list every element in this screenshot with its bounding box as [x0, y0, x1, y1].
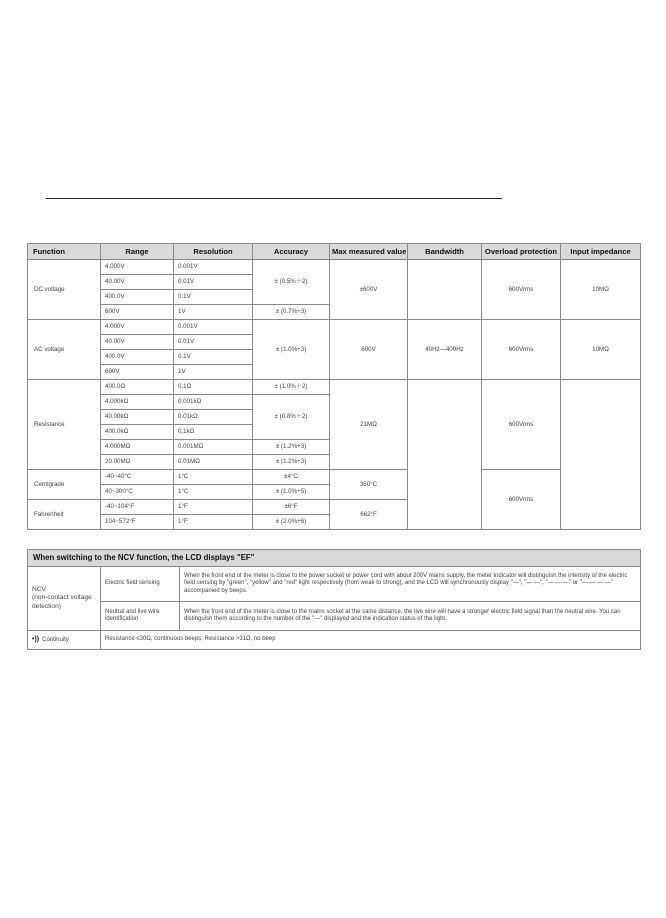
cent-range: -40~40°C — [101, 470, 174, 485]
res-resolution: 0.1Ω — [174, 380, 253, 395]
cent-accuracy: ±4°C — [253, 470, 330, 485]
ac-resolution: 1V — [174, 365, 253, 380]
table-row — [28, 380, 641, 395]
header-bandwidth: Bandwidth — [408, 244, 482, 260]
res-range: 4.000MΩ — [101, 440, 174, 455]
dc-resolution: 0.01V — [174, 275, 253, 290]
impedance-empty — [561, 380, 641, 530]
ncv-header-row — [28, 550, 641, 567]
header-function: Function — [28, 244, 101, 260]
ac-range: 4.000V — [101, 320, 174, 335]
dc-bandwidth — [408, 260, 482, 320]
spec-table — [27, 243, 641, 530]
ncv-row2-text: When the front end of the meter is close to the mains socket at the same distance, the live wire will have a stronger electric field signal than the neutral wire. You can distinguish them according to the number of the "—" displayed and the indication status of the light. — [180, 602, 641, 631]
fahr-function: Fahrenheit — [28, 500, 101, 530]
res-resolution: 0.01kΩ — [174, 410, 253, 425]
header-max-value: Max measured value — [330, 244, 408, 260]
res-resolution: 0.001kΩ — [174, 395, 253, 410]
res-accuracy: ± (1.0%＋2) — [253, 380, 330, 395]
header-impedance: Input impedance — [561, 244, 641, 260]
table-row — [28, 631, 641, 650]
res-resolution: 0.1kΩ — [174, 425, 253, 440]
cent-resolution: 1°C — [174, 470, 253, 485]
dc-function: DC voltage — [28, 260, 101, 320]
res-accuracy: ± (0.8%＋2) — [253, 395, 330, 440]
dc-range: 400.0V — [101, 290, 174, 305]
ncv-title: NCV — [32, 586, 46, 594]
table-row — [28, 470, 641, 485]
fahr-accuracy: ± (2.0%+6) — [253, 515, 330, 530]
dc-resolution: 1V — [174, 305, 253, 320]
table-row — [28, 260, 641, 275]
dc-range: 4.000V — [101, 260, 174, 275]
speaker-icon: •)) — [32, 635, 40, 643]
ac-impedance: 10MΩ — [561, 320, 641, 380]
res-resolution: 0.001MΩ — [174, 440, 253, 455]
fahr-range: 104~572°F — [101, 515, 174, 530]
res-function: Resistance — [28, 380, 101, 470]
temp-overload: 600Vrms — [482, 470, 561, 530]
ncv-subtitle: (non-contact voltage detection) — [32, 594, 92, 610]
res-overload: 600Vrms — [482, 380, 561, 470]
fahr-max: 662°F — [330, 500, 408, 530]
fahr-resolution: 1°F — [174, 500, 253, 515]
continuity-label: Continuity — [42, 636, 69, 643]
cent-function: Centigrade — [28, 470, 101, 500]
fahr-resolution: 1°F — [174, 515, 253, 530]
ncv-row2-label: Neutral and live wire identification — [101, 602, 180, 631]
ncv-function — [28, 567, 101, 631]
spec-header-row — [28, 244, 641, 260]
res-range: 4.000kΩ — [101, 395, 174, 410]
cent-range: 40~300°C — [101, 485, 174, 500]
ac-max: 600V — [330, 320, 408, 380]
ac-bandwidth: 40Hz—400Hz — [408, 320, 482, 380]
res-max: 21MΩ — [330, 380, 408, 470]
table-row — [28, 567, 641, 602]
dc-accuracy: ± (0.5%＋2) — [253, 260, 330, 305]
bandwidth-empty — [408, 380, 482, 530]
ac-resolution: 0.1V — [174, 350, 253, 365]
dc-impedance: 10MΩ — [561, 260, 641, 320]
header-accuracy: Accuracy — [253, 244, 330, 260]
table-row — [28, 602, 641, 631]
dc-range: 600V — [101, 305, 174, 320]
dc-range: 40.00V — [101, 275, 174, 290]
res-resolution: 0.01MΩ — [174, 455, 253, 470]
ncv-row1-text: When the front end of the meter is close to the power socket or power cord with about 200V mains supply, the meter indicator will distinguish the intensity of the electric field sensing by "green", "yellow" and "red" light respectively (from weak to strong), and the LCD will synchronously display "—", "— —", "— — —" or "— — — —" accompanied by beeps. — [180, 567, 641, 602]
fahr-accuracy: ±6°F — [253, 500, 330, 515]
cent-resolution: 1°C — [174, 485, 253, 500]
table-row — [28, 320, 641, 335]
dc-overload: 600Vrms — [482, 260, 561, 320]
dc-accuracy: ± (0.7%+3) — [253, 305, 330, 320]
continuity-text: Resistance ≤30Ω, continuous beeps; Resistance >31Ω, no beep — [101, 631, 641, 650]
dc-max: ±600V — [330, 260, 408, 320]
ac-function: AC voltage — [28, 320, 101, 380]
header-overload: Overload protection — [482, 244, 561, 260]
ac-overload: 600Vrms — [482, 320, 561, 380]
ac-range: 400.0V — [101, 350, 174, 365]
fahr-range: -40~104°F — [101, 500, 174, 515]
ncv-header: When switching to the NCV function, the LCD displays "EF" — [28, 550, 641, 567]
cent-max: 350°C — [330, 470, 408, 500]
header-range: Range — [101, 244, 174, 260]
res-range: 400.0Ω — [101, 380, 174, 395]
ac-range: 40.00V — [101, 335, 174, 350]
section-rule — [46, 198, 502, 199]
ac-range: 600V — [101, 365, 174, 380]
res-range: 20.00MΩ — [101, 455, 174, 470]
dc-resolution: 0.001V — [174, 260, 253, 275]
dc-resolution: 0.1V — [174, 290, 253, 305]
res-range: 400.0kΩ — [101, 425, 174, 440]
ncv-table — [27, 549, 641, 650]
res-range: 40.00kΩ — [101, 410, 174, 425]
header-resolution: Resolution — [174, 244, 253, 260]
ac-accuracy: ± (1.0%+3) — [253, 320, 330, 380]
ac-resolution: 0.001V — [174, 320, 253, 335]
continuity-function — [28, 631, 101, 650]
ncv-row1-label: Electric field sensing — [101, 567, 180, 602]
ac-resolution: 0.01V — [174, 335, 253, 350]
res-accuracy: ± (1.2%+3) — [253, 440, 330, 455]
cent-accuracy: ± (1.0%+5) — [253, 485, 330, 500]
res-accuracy: ± (1.2%+3) — [253, 455, 330, 470]
